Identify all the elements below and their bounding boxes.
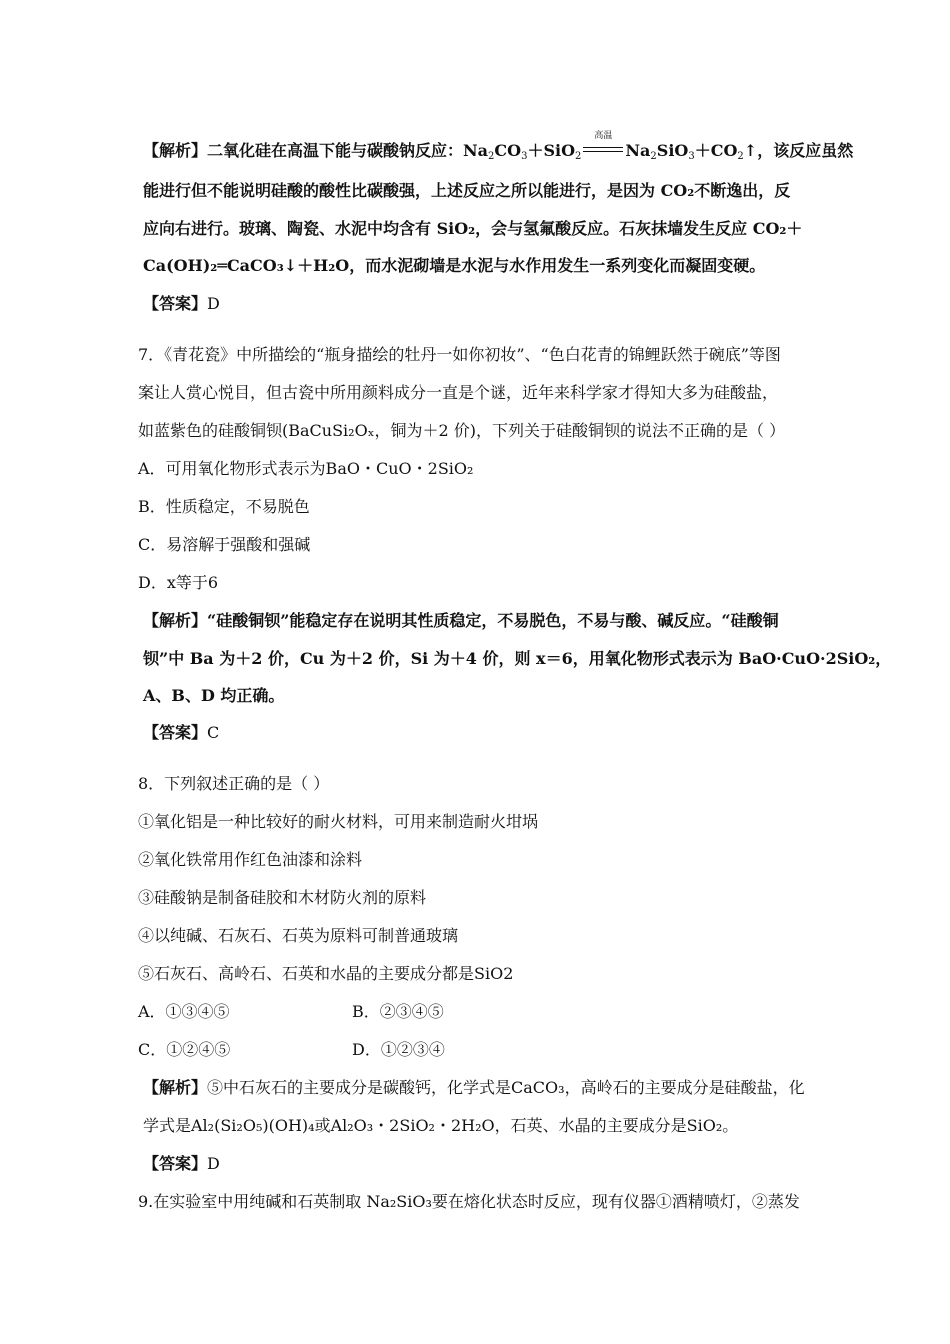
analysis-tag: 【解析】 (143, 1078, 208, 1097)
answer-tag: 【答案】 (143, 723, 208, 742)
q7-option-d: D．x等于6 (138, 573, 219, 592)
answer-value: D (207, 294, 220, 313)
q8-analysis-line-2: 学式是Al₂(Si₂O₅)(OH)₄或Al₂O₃・2SiO₂・2H₂O，石英、水晶的主要成分是SiO₂。 (143, 1116, 739, 1135)
q6-analysis-line-2: 能进行但不能说明硅酸的酸性比碳酸强，上述反应之所以能进行，是因为 CO₂不断逸出，反 (143, 181, 791, 200)
analysis-text: ＋CO (694, 141, 738, 160)
condition-label: 高温 (594, 131, 613, 141)
answer-tag: 【答案】 (143, 1154, 208, 1173)
q6-analysis-line-4: Ca(OH)₂═CaCO₃↓＋H₂O，而水泥砌墙是水泥与水作用发生一系列变化而凝固变硬。 (143, 256, 766, 275)
q6-analysis-line-1: 【解析】二氧化硅在高温下能与碳酸钠反应：$Na_2CO_3+SiO_2$ 高温 $Na_2SiO_3+CO_2↑$，该反应虽然 (143, 131, 854, 162)
q7-answer (143, 722, 219, 744)
answer-value: D (207, 1154, 220, 1173)
q8-statement-3: ③硅酸钠是制备硅胶和木材防火剂的原料 (138, 888, 427, 907)
analysis-tag: 【解析】 (143, 611, 208, 630)
q9-stem-line-1: 9.在实验室中用纯碱和石英制取 Na₂SiO₃要在熔化状态时反应，现有仪器①酒精喷灯，②蒸发 (138, 1192, 800, 1211)
analysis-text: ↑，该反应虽然 (743, 141, 854, 160)
q8-statement-4: ④以纯碱、石灰石、石英为原料可制普通玻璃 (138, 926, 459, 945)
q8-statement-2: ②氧化铁常用作红色油漆和涂料 (138, 850, 363, 869)
analysis-text: ＋SiO (527, 141, 576, 160)
answer-tag: 【答案】 (143, 294, 208, 313)
analysis-text: ⑤中石灰石的主要成分是碳酸钙，化学式是CaCO₃，高岭石的主要成分是硅酸盐，化 (207, 1078, 805, 1097)
analysis-text: “硅酸铜钡”能稳定存在说明其性质稳定，不易脱色，不易与酸、碱反应。“硅酸铜 (207, 611, 779, 630)
q7-option-a: A．可用氧化物形式表示为BaO・CuO・2SiO₂ (138, 459, 474, 478)
answer-value: C (207, 723, 220, 742)
q7-analysis-line-3: A、B、D 均正确。 (143, 686, 285, 705)
q7-stem-line-3: 如蓝紫色的硅酸铜钡(BaCuSi₂Oₓ，铜为＋2 价)，下列关于硅酸铜钡的说法不正确的是（ ） (138, 421, 786, 440)
q7-stem-line-1: 7．《青花瓷》中所描绘的“瓶身描绘的牡丹一如你初妆”、“色白花青的锦鲤跃然于碗底”等图 (138, 345, 781, 364)
analysis-tag: 【解析】 (143, 141, 208, 160)
analysis-text: 二氧化硅在高温下能与碳酸钠反应：Na (207, 141, 489, 160)
q8-stem: 8．下列叙述正确的是（ ） (138, 774, 330, 793)
q8-option-c: C．①②④⑤ (138, 1040, 231, 1059)
q6-answer (143, 293, 220, 315)
q8-option-b: B．②③④⑤ (352, 1002, 444, 1021)
q7-option-b: B．性质稳定，不易脱色 (138, 497, 310, 516)
q8-option-a: A．①③④⑤ (138, 1002, 230, 1021)
q8-option-d: D．①②③④ (352, 1040, 445, 1059)
q8-statement-5: ⑤石灰石、高岭石、石英和水晶的主要成分都是SiO2 (138, 964, 514, 983)
analysis-text: SiO (656, 141, 689, 160)
q7-stem-line-2: 案让人赏心悦目，但古瓷中所用颜料成分一直是个谜，近年来科学家才得知大多为硅酸盐， (138, 383, 779, 402)
q8-statement-1: ①氧化铝是一种比较好的耐火材料，可用来制造耐火坩埚 (138, 812, 539, 831)
q8-options-row-2 (138, 1039, 445, 1061)
q8-analysis-line-1 (143, 1077, 805, 1099)
reaction-condition (581, 131, 625, 162)
q8-options-row-1 (138, 1001, 444, 1023)
analysis-text: Na (625, 141, 651, 160)
q7-analysis-line-2: 钡”中 Ba 为＋2 价，Cu 为＋2 价，Si 为＋4 价，则 x＝6，用氧化物形式表示为 BaO·CuO·2SiO₂， (143, 649, 892, 668)
q7-option-c: C．易溶解于强酸和强碱 (138, 535, 311, 554)
q8-answer (143, 1153, 220, 1175)
q6-analysis-line-3: 应向右进行。玻璃、陶瓷、水泥中均含有 SiO₂，会与氢氟酸反应。石灰抹墙发生反应 CO₂＋ (143, 219, 803, 238)
q7-analysis-line-1 (143, 610, 779, 632)
analysis-text: CO (494, 141, 522, 160)
